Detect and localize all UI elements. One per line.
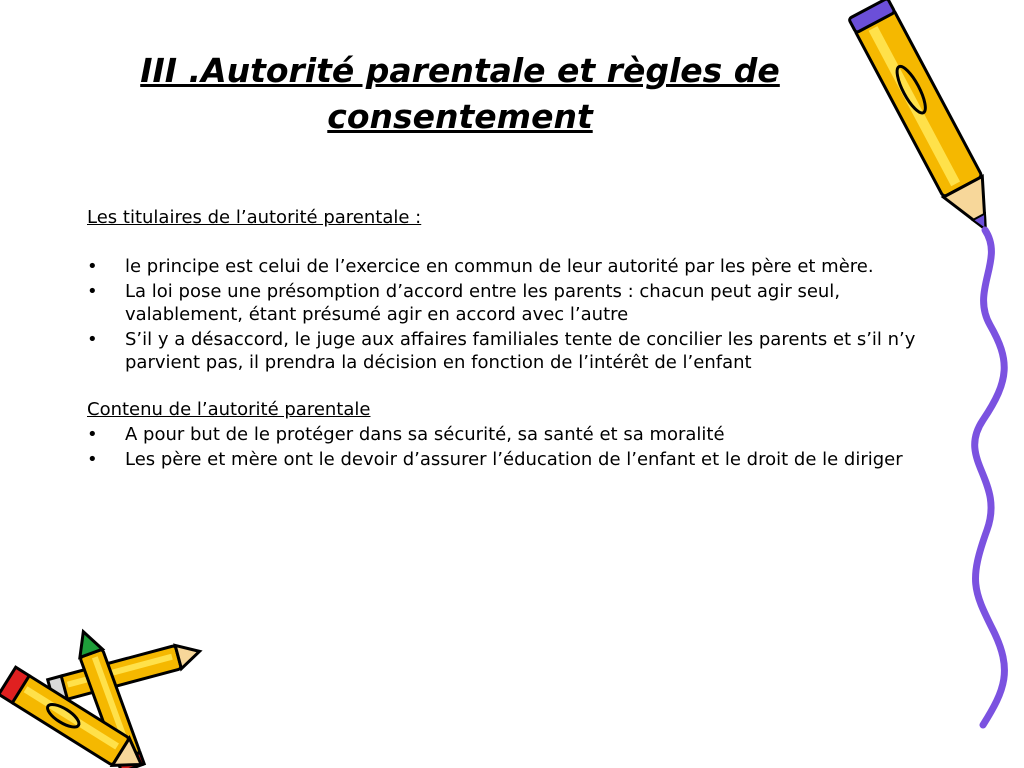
- squiggle-border: [965, 230, 1015, 730]
- bullet-list-contenu: [87, 423, 937, 471]
- list-item: • le principe est celui de l’exercice en commun de leur autorité par les père et mère.: [87, 255, 937, 278]
- bullet-list-titulaires: [87, 255, 937, 374]
- list-item: • S’il y a désaccord, le juge aux affaires familiales tente de concilier les parents et s’il n’y parvient pas, il prendra la décision en fonction de l’intérêt de l’enfant: [87, 328, 937, 374]
- slide-title: III .Autorité parentale et règles de consentement: [140, 51, 780, 136]
- crossed-pencils-icon: [0, 610, 220, 768]
- pencil-icon: [850, 0, 1010, 250]
- slide-body: [87, 206, 937, 473]
- list-item: • Les père et mère ont le devoir d’assurer l’éducation de l’enfant et le droit de le diriger: [87, 448, 937, 471]
- section-heading-contenu: Contenu de l’autorité parentale: [87, 399, 371, 420]
- list-item: • La loi pose une présomption d’accord entre les parents : chacun peut agir seul, valablement, étant présumé agir en accord avec l’autre: [87, 280, 937, 326]
- section-heading-titulaires: Les titulaires de l’autorité parentale :: [87, 207, 422, 228]
- list-item: • A pour but de le protéger dans sa sécurité, sa santé et sa moralité: [87, 423, 937, 446]
